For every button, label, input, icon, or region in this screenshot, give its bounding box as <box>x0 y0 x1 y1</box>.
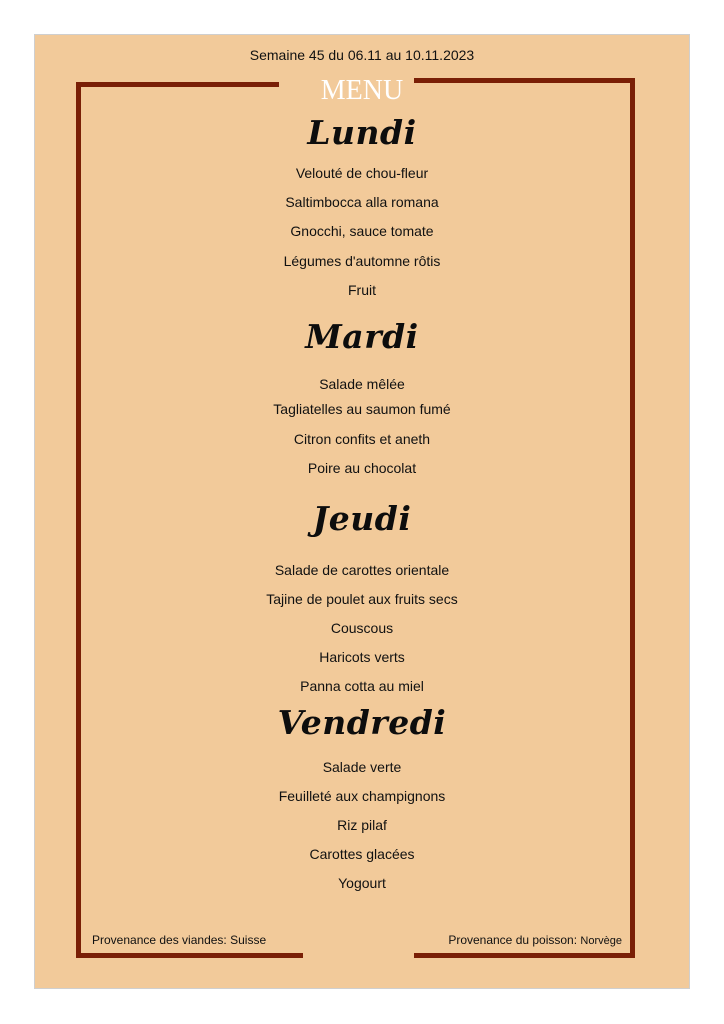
dish: Gnocchi, sauce tomate <box>290 223 434 239</box>
meat-origin-label: Provenance des viandes: <box>92 933 227 947</box>
dish: Tajine de poulet aux fruits secs <box>266 591 458 607</box>
dish: Panna cotta au miel <box>300 678 424 694</box>
week-range: Semaine 45 du 06.11 au 10.11.2023 <box>249 47 475 63</box>
dish: Légumes d'automne rôtis <box>283 253 441 269</box>
dish: Tagliatelles au saumon fumé <box>273 401 451 417</box>
fish-origin-note <box>448 933 622 947</box>
dish: Velouté de chou-fleur <box>295 165 429 181</box>
dish: Salade mêlée <box>319 376 405 392</box>
day-title-lundi: Lundi <box>307 113 417 152</box>
fish-origin-label: Provenance du poisson: <box>448 933 578 947</box>
meat-origin-note <box>92 933 266 947</box>
frame-bottom-left <box>76 953 303 958</box>
dish: Riz pilaf <box>337 817 387 833</box>
dish: Salade verte <box>322 759 402 775</box>
dish: Fruit <box>348 282 376 298</box>
day-title-mardi: Mardi <box>305 317 419 356</box>
dish: Poire au chocolat <box>307 460 417 476</box>
dish: Saltimbocca alla romana <box>285 194 439 210</box>
fish-origin-value: Norvège <box>580 935 622 947</box>
day-title-vendredi: Vendredi <box>277 703 447 742</box>
dish: Citron confits et aneth <box>293 431 431 447</box>
frame-bottom-right <box>414 953 635 958</box>
dish: Haricots verts <box>319 649 405 665</box>
menu-title: MENU <box>320 75 404 106</box>
dish: Salade de carottes orientale <box>274 562 450 578</box>
dish: Carottes glacées <box>309 846 415 862</box>
meat-origin-value: Suisse <box>230 933 267 947</box>
dish: Couscous <box>330 620 394 636</box>
dish: Feuilleté aux champignons <box>278 788 446 804</box>
day-title-jeudi: Jeudi <box>312 499 412 538</box>
dish: Yogourt <box>338 875 386 891</box>
